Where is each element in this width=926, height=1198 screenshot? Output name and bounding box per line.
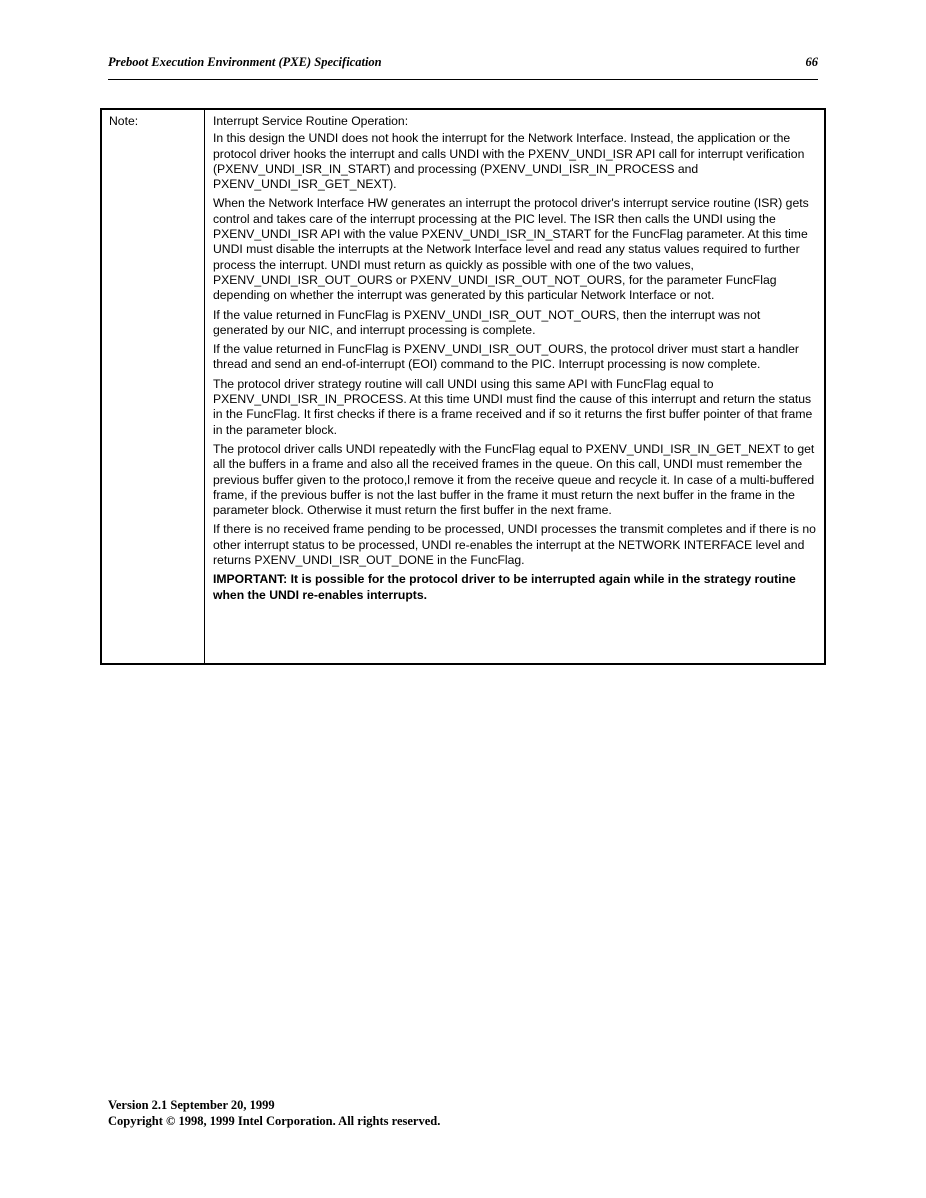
copyright-line: Copyright © 1998, 1999 Intel Corporation. All rights reserved. xyxy=(108,1114,441,1128)
note-paragraph: In this design the UNDI does not hook the interrupt for the Network Interface. Instead, the application or the protocol driver hooks the interrupt and calls UNDI with the PXENV_UNDI_ISR API call for interrupt verification (PXENV_UNDI_ISR_IN_START) and processing (PXENV_UNDI_ISR_IN_PROCESS and PXENV_UNDI_ISR_GET_NEXT). xyxy=(213,131,805,192)
note-body xyxy=(213,114,818,603)
note-paragraph: If the value returned in FuncFlag is PXENV_UNDI_ISR_OUT_OURS, the protocol driver must start a handler thread and send an end-of-interrupt (EOI) command to the PIC. Interrupt processing is now complete. xyxy=(213,342,799,372)
note-paragraph: If there is no received frame pending to be processed, UNDI processes the transmit completes and if there is no other interrupt status to be processed, UNDI re-enables the interrupt at the NETWORK INTERFACE level and returns PXENV_UNDI_ISR_OUT_DONE in the FuncFlag. xyxy=(213,522,816,568)
note-paragraph: When the Network Interface HW generates an interrupt the protocol driver's interrupt service routine (ISR) gets control and takes care of the interrupt processing at the PIC level. The ISR then calls the UNDI using the PXENV_UNDI_ISR API with the value PXENV_UNDI_ISR_IN_START for the FuncFlag parameter. At this time UNDI must disable the interrupts at the Network Interface level and read any status values required to further process the interrupt. UNDI must return as quickly as possible with one of the two values, PXENV_UNDI_ISR_OUT_OURS or PXENV_UNDI_ISR_OUT_NOT_OURS, for the parameter FuncFlag depending on whether the interrupt was generated by this particular Network Interface or not. xyxy=(213,196,809,303)
page-header xyxy=(108,55,818,80)
page-number: 66 xyxy=(805,55,818,69)
page-footer xyxy=(108,1097,708,1129)
note-paragraph: The protocol driver calls UNDI repeatedly with the FuncFlag equal to PXENV_UNDI_ISR_IN_GET_NEXT to get all the buffers in a frame and also all the received frames in the queue. On this call, UNDI must remember the previous buffer given to the protoco,l remove it from the receive queue and recycle it. In case of a multi-buffered frame, if the previous buffer is not the last buffer in the frame it must return the next buffer in the frame in the parameter block. Otherwise it must return the first buffer in the next frame. xyxy=(213,441,815,518)
version-line: Version 2.1 September 20, 1999 xyxy=(108,1098,275,1112)
note-label: Note: xyxy=(102,110,205,663)
note-paragraph: If the value returned in FuncFlag is PXENV_UNDI_ISR_OUT_NOT_OURS, then the interrupt was not generated by our NIC, and interrupt processing is complete. xyxy=(213,307,761,337)
document-title: Preboot Execution Environment (PXE) Specification xyxy=(108,55,382,69)
note-paragraph: The protocol driver strategy routine will call UNDI using this same API with FuncFlag equal to PXENV_UNDI_ISR_IN_PROCESS. At this time UNDI must find the cause of this interrupt and return the status in the FuncFlag. It first checks if there is a frame received and if so it returns the first buffer pointer of that frame in the parameter block. xyxy=(213,376,813,437)
note-heading: Interrupt Service Routine Operation: xyxy=(213,114,409,128)
important-notice: IMPORTANT: It is possible for the protocol driver to be interrupted again while in the strategy routine when the UNDI re-enables interrupts. xyxy=(213,572,796,602)
note-table xyxy=(100,108,826,665)
